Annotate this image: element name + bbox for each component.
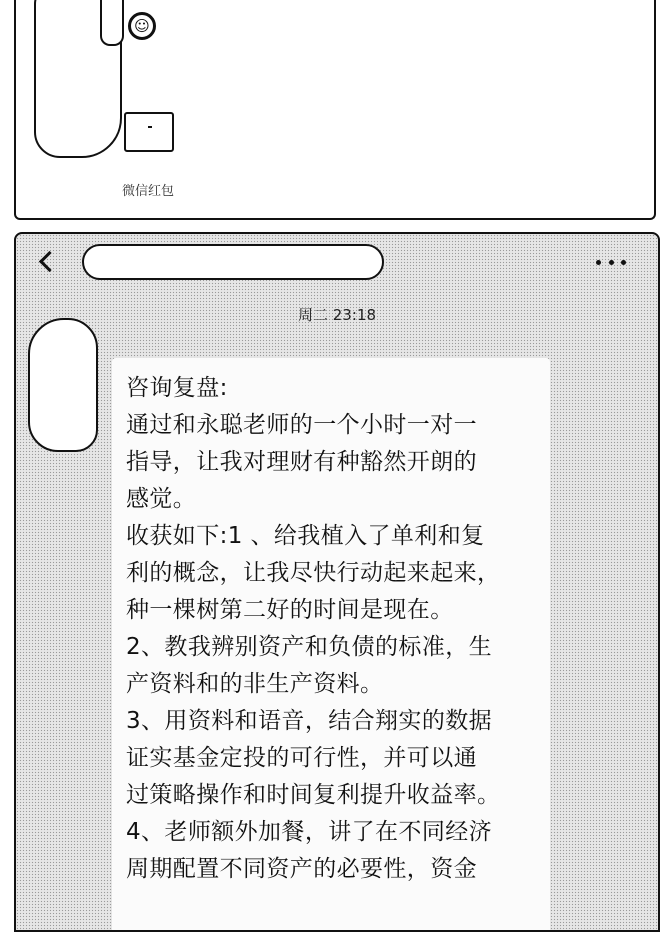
message-line: 周期配置不同资产的必要性，资金	[126, 856, 477, 882]
message-line: 产资料和的非生产资料。	[126, 671, 384, 697]
message-line: 4、老师额外加餐，讲了在不同经济	[126, 819, 493, 845]
message-line: 3、用资料和语音，结合翔实的数据	[126, 708, 493, 734]
chat-window	[14, 232, 660, 932]
message-timestamp: 周二 23:18	[298, 306, 376, 324]
red-packet-label: 微信红包	[122, 184, 175, 199]
message-line: 通过和永聪老师的一个小时一对一	[126, 412, 477, 438]
avatar[interactable]	[28, 318, 98, 452]
redacted-area	[100, 0, 124, 46]
message-line: 感觉。	[126, 486, 197, 512]
message-line: 收获如下:1 、给我植入了单利和复	[126, 523, 485, 549]
message-line: 证实基金定投的可行性，并可以通	[126, 745, 477, 771]
back-icon[interactable]	[39, 251, 60, 272]
message-line: 2、教我辨别资产和负债的标准，生	[126, 634, 493, 660]
message-line: 利的概念，让我尽快行动起来起来，	[126, 560, 501, 586]
message-line: 咨询复盘:	[126, 375, 228, 401]
more-dots-icon[interactable]	[596, 258, 626, 266]
message-line: 种一棵树第二好的时间是现在。	[126, 597, 454, 623]
red-packet-card[interactable]	[14, 0, 656, 220]
message-line: 指导，让我对理财有种豁然开朗的	[126, 449, 477, 475]
message-bubble[interactable]	[112, 358, 550, 932]
smiley-icon: ☺	[128, 12, 156, 40]
chat-header	[16, 234, 658, 290]
red-packet-icon	[124, 112, 174, 152]
message-line: 过策略操作和时间复利提升收益率。	[126, 782, 501, 808]
contact-name-redacted[interactable]	[82, 244, 384, 280]
